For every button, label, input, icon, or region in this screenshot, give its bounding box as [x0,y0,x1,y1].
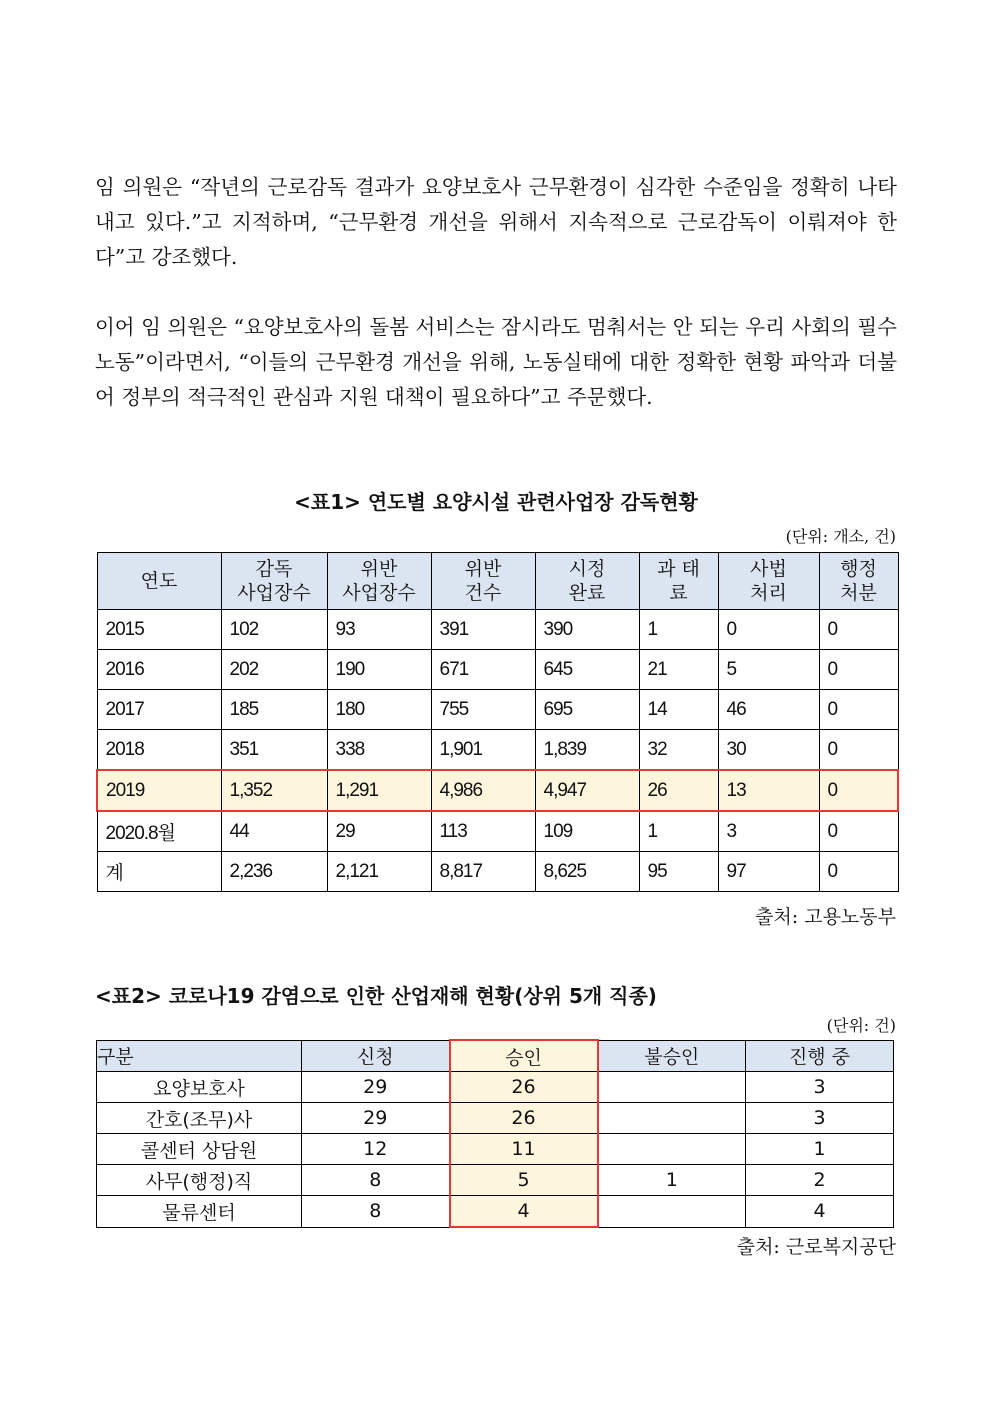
table1-cell: 1 [639,610,718,650]
table2-cell: 1 [598,1165,746,1196]
table1-cell: 0 [819,730,898,771]
table1-cell: 2018 [97,730,221,771]
table1-cell: 1 [639,811,718,852]
table1-cell: 93 [327,610,431,650]
table2-cell: 29 [302,1072,450,1103]
t2-header-approved: 승인 [450,1040,598,1072]
table1-cell: 8,625 [535,852,639,892]
table2-cell: 26 [450,1072,598,1103]
table1-cell: 2,236 [221,852,327,892]
table1-cell: 2016 [97,650,221,690]
t1-header-corrected: 시정 완료 [535,553,639,610]
table1-cell: 391 [431,610,535,650]
table2-cell: 2 [746,1165,894,1196]
table2-cell: 5 [450,1165,598,1196]
table1-cell: 26 [639,770,718,811]
table1-row [97,650,898,690]
table1-cell: 0 [819,852,898,892]
t2-header-in-progress: 진행 중 [746,1040,894,1072]
table1-cell: 14 [639,690,718,730]
table1-cell: 1,839 [535,730,639,771]
table1-row [97,730,898,771]
table2-row [97,1165,894,1196]
table1-cell: 185 [221,690,327,730]
table1-cell: 645 [535,650,639,690]
table1-cell: 46 [718,690,819,730]
paragraph-2: 이어 임 의원은 “요양보호사의 돌봄 서비스는 잠시라도 멈춰서는 안 되는 우리 사회의 필수노동”이라면서, “이들의 근무환경 개선을 위해, 노동실태에 대한 정확한 현황 파악과 더불어 정부의 적극적인 관심과 지원 대책이 필요하다”고 주문했다. [95,315,897,409]
table2-header-row [97,1040,894,1072]
table2-cell: 3 [746,1103,894,1134]
table2-cell: 사무(행정)직 [97,1165,302,1196]
table1-cell: 3 [718,811,819,852]
table2-cell: 29 [302,1103,450,1134]
table1-cell: 30 [718,730,819,771]
table2-caption: <표2> 코로나19 감염으로 인한 산업재해 현황(상위 5개 직종) [95,984,657,1008]
table1-source: 출처: 고용노동부 [755,906,896,928]
table1-cell: 0 [819,770,898,811]
t1-header-fine: 과 태 료 [639,553,718,610]
table2-cell: 1 [746,1134,894,1165]
table1-cell: 0 [718,610,819,650]
table1-cell: 351 [221,730,327,771]
table1-cell: 21 [639,650,718,690]
t2-header-applied: 신청 [302,1040,450,1072]
table1-cell: 2,121 [327,852,431,892]
table2-cell: 물류센터 [97,1196,302,1228]
table1-header-row [97,553,898,610]
table1-cell: 202 [221,650,327,690]
table1-cell: 95 [639,852,718,892]
table1-cell: 29 [327,811,431,852]
table2-cell: 12 [302,1134,450,1165]
table2-cell [598,1072,746,1103]
table2-cell: 요양보호사 [97,1072,302,1103]
table2-row [97,1103,894,1134]
table1-cell: 2020.8월 [97,811,221,852]
table2-cell [598,1196,746,1228]
table1-cell: 2019 [97,770,221,811]
table1-cell: 755 [431,690,535,730]
table1-cell: 390 [535,610,639,650]
table1-cell: 109 [535,811,639,852]
t1-header-violations: 위반 건수 [431,553,535,610]
table2-row [97,1196,894,1228]
table2-cell: 8 [302,1165,450,1196]
t1-header-inspected: 감독 사업장수 [221,553,327,610]
t2-header-rejected: 불승인 [598,1040,746,1072]
table1-row [97,852,898,892]
table2-cell: 4 [746,1196,894,1228]
table2-row [97,1072,894,1103]
table1-cell: 2017 [97,690,221,730]
table2-cell: 3 [746,1072,894,1103]
table2-cell: 간호(조무)사 [97,1103,302,1134]
paragraph-1: 임 의원은 “작년의 근로감독 결과가 요양보호사 근무환경이 심각한 수준임을 정확히 나타내고 있다.”고 지적하며, “근무환경 개선을 위해서 지속적으로 근로감독이 이뤄져야 한다”고 강조했다. [95,175,897,269]
table1-cell: 0 [819,610,898,650]
table1-cell: 5 [718,650,819,690]
table2-cell: 11 [450,1134,598,1165]
table1-cell: 32 [639,730,718,771]
table2-cell: 26 [450,1103,598,1134]
t2-header-category: 구분 [97,1040,302,1072]
table1-row [97,811,898,852]
table1-caption: <표1> 연도별 요양시설 관련사업장 감독현황 [294,490,698,514]
table1-cell: 1,291 [327,770,431,811]
table1-cell: 1,352 [221,770,327,811]
table1-cell: 44 [221,811,327,852]
table2-cell [598,1134,746,1165]
table1-cell: 0 [819,650,898,690]
table2-cell: 4 [450,1196,598,1228]
table1-cell: 180 [327,690,431,730]
t1-header-judicial: 사법 처리 [718,553,819,610]
table1 [96,552,899,892]
table1-row [97,690,898,730]
table2-cell [598,1103,746,1134]
table1-cell: 338 [327,730,431,771]
table1-cell: 0 [819,690,898,730]
table1-cell: 0 [819,811,898,852]
t1-header-year: 연도 [97,553,221,610]
table2-source: 출처: 근로복지공단 [736,1236,896,1258]
table1-cell: 695 [535,690,639,730]
t1-header-violating-sites: 위반 사업장수 [327,553,431,610]
table1-row [97,610,898,650]
table1-cell: 113 [431,811,535,852]
table2-cell: 8 [302,1196,450,1228]
table2-cell: 콜센터 상담원 [97,1134,302,1165]
table1-cell: 계 [97,852,221,892]
table1-cell: 4,986 [431,770,535,811]
table1-cell: 97 [718,852,819,892]
table1-cell: 671 [431,650,535,690]
table1-row [97,770,898,811]
t1-header-admin: 행정 처분 [819,553,898,610]
table2 [96,1039,894,1228]
table1-unit: (단위: 개소, 건) [785,527,896,546]
table1-cell: 1,901 [431,730,535,771]
table1-cell: 13 [718,770,819,811]
table1-cell: 102 [221,610,327,650]
table2-row [97,1134,894,1165]
table1-cell: 190 [327,650,431,690]
table1-cell: 8,817 [431,852,535,892]
table1-cell: 2015 [97,610,221,650]
table2-unit: (단위: 건) [826,1016,896,1035]
table1-cell: 4,947 [535,770,639,811]
